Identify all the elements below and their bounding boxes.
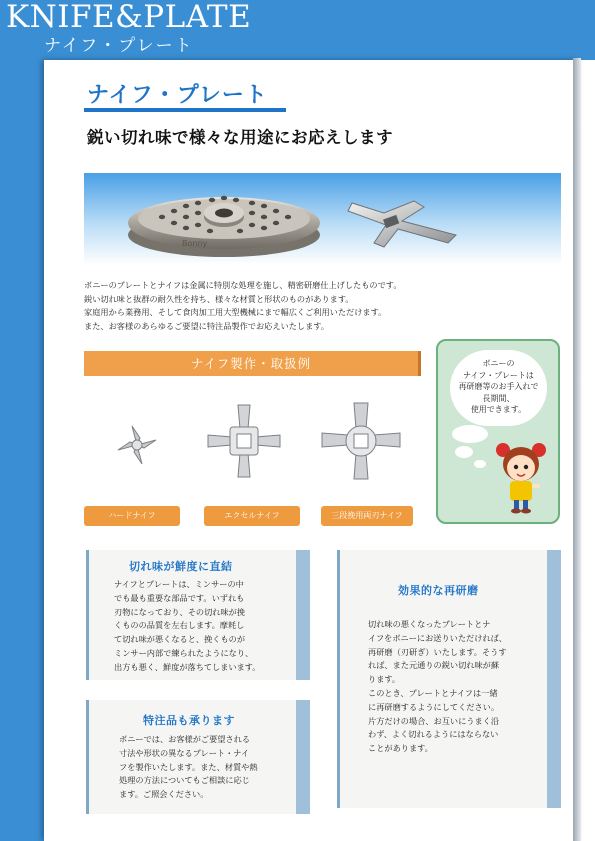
card-custom-title: 特注品も承ります	[143, 714, 235, 727]
brand-subtitle: ナイフ・プレート	[44, 36, 194, 56]
double-edge-knife-label: 三段挽用両刃ナイフ	[321, 506, 413, 526]
card-line: 切れ味の悪くなったプレートとナ	[368, 619, 491, 629]
card-sharpness-title: 切れ味が鮮度に直結	[129, 560, 233, 573]
hard-knife-icon	[110, 418, 164, 472]
card-line: 出方も悪く、鮮度が落ちてしまいます。	[114, 661, 261, 672]
speech-bubble	[450, 350, 547, 426]
card-line: ことがあります。	[368, 743, 433, 754]
page-title: ナイフ・プレート	[87, 83, 268, 108]
card-line: ります。	[368, 674, 401, 685]
mascot-girl-icon	[496, 443, 546, 514]
card-line: フを製作いたします。また、材質や熱	[119, 761, 258, 772]
thought-bubble-small	[474, 460, 486, 468]
card-custom-body	[119, 733, 258, 802]
knife-examples-title: ナイフ製作・取扱例	[190, 356, 312, 371]
hard-knife-label: ハードナイフ	[84, 506, 180, 526]
bubble-line: ナイフ・プレートは	[463, 370, 534, 380]
intro-text	[84, 279, 564, 333]
card-regrind-body	[368, 618, 507, 756]
card-edge	[547, 550, 561, 808]
thought-bubble-mid	[455, 446, 473, 458]
card-line: に再研磨するようにしてください。	[368, 701, 500, 712]
title-underline	[84, 108, 286, 112]
card-line: このとき、プレートとナイフは一緒	[368, 687, 498, 698]
card-line: 寸法や形状の異なるプレート・ナイ	[119, 747, 250, 758]
thought-bubble-large	[452, 425, 488, 443]
card-line: わず、よく切れるようにはならない	[368, 729, 499, 740]
card-line: イフをボニーにお送りいただければ、	[368, 632, 507, 643]
card-line: ます。ご照会ください。	[119, 789, 209, 800]
knife-examples-header	[84, 351, 421, 376]
card-line: 再研磨（刃研ぎ）いたします。そうす	[368, 646, 507, 657]
plate-engraving: Bonny	[182, 239, 208, 248]
mascot-illustration	[440, 424, 558, 520]
card-line: 刃物になっており、その切れ味が挽	[114, 606, 246, 617]
card-sharpness-body	[114, 578, 260, 675]
bubble-line: 長期間、	[482, 393, 515, 403]
card-line: ボニーでは、お客様がご要望される	[119, 734, 251, 744]
intro-line: また、お客様のあらゆるご要望に特注品製作でお応えいたします。	[84, 320, 329, 331]
product-photo	[84, 173, 561, 265]
excel-knife-label: エクセルナイフ	[204, 506, 300, 526]
card-accent	[86, 550, 89, 680]
bubble-line: 使用できます。	[470, 405, 527, 415]
intro-line: 家庭用から業務用、そして食肉加工用大型機械にまで幅広くご利用いただけます。	[84, 307, 387, 318]
card-regrind-title: 効果的な再研磨	[398, 584, 479, 597]
double-edge-knife-icon	[318, 399, 404, 483]
card-line: でも最も重要な部品です。いずれも	[114, 592, 245, 603]
knife-photo	[348, 201, 456, 247]
page-subtitle: 鋭い切れ味で様々な用途にお応えします	[87, 128, 393, 147]
intro-line: 鋭い切れ味と抜群の耐久性を持ち、様々な材質と形状のものがあります。	[84, 293, 354, 304]
card-accent	[337, 550, 340, 808]
panel-shadow	[573, 58, 581, 841]
left-band	[0, 60, 44, 841]
card-line: くものの品質を左右します。摩耗し	[114, 620, 245, 631]
card-edge	[296, 700, 310, 814]
card-line: ミンサー内部で練られたようになり、	[114, 647, 254, 658]
brand-title: KNIFE&PLATE	[6, 0, 252, 35]
intro-line: ボニーのプレートとナイフは金属に特別な処理を施し、精密研磨仕上げしたものです。	[84, 280, 402, 290]
bubble-line: 再研磨等のお手入れで	[458, 382, 539, 392]
excel-knife-icon	[202, 399, 286, 483]
card-line: 処理の方法についてもご相談に応じ	[119, 775, 250, 786]
card-line: 片方だけの場合、お互いにうまく沿	[368, 715, 500, 726]
card-accent	[86, 700, 89, 814]
plate-and-knife-image	[84, 173, 561, 265]
card-line: て切れ味が悪くなると、挽くものが	[114, 634, 246, 645]
card-line: ナイフとプレートは、ミンサーの中	[114, 579, 244, 589]
card-line: れば、また元通りの鋭い切れ味が蘇	[368, 660, 500, 671]
card-edge	[296, 550, 310, 680]
bubble-line: ボニーの	[482, 359, 515, 368]
